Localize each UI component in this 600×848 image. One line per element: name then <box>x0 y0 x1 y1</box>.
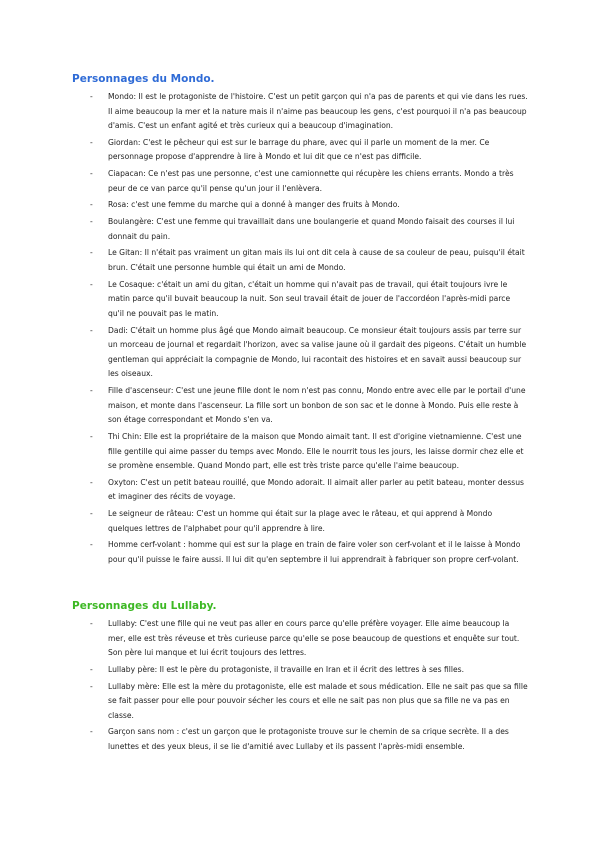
list-item <box>0 680 600 724</box>
bullet-dash-icon: - <box>90 477 93 487</box>
list-item <box>0 167 600 196</box>
bullet-dash-icon: - <box>90 92 93 101</box>
list-item <box>0 278 600 322</box>
character-list-mondo <box>0 90 600 570</box>
bullet-dash-icon: - <box>90 325 93 335</box>
bullet-dash-icon: - <box>90 279 93 289</box>
list-item-text: Boulangère: C'est une femme qui travaillait dans une boulangerie et quand Mondo faisait des courses il lui donnait du pain. <box>108 217 515 241</box>
list-item-text: Mondo: Il est le protagoniste de l'histoire. C'est un petit garçon qui n'a pas de parents et qui vie dans les rues. Il aime beaucoup la mer et la nature mais il n'aime pas beaucoup les gens, c'est pourquoi il n'a pas beaucoup d'amis. C'est un enfant agité et très curieux qui a beaucoup d'imagination. <box>108 92 528 131</box>
list-item <box>0 430 600 474</box>
list-item <box>0 246 600 275</box>
bullet-dash-icon: - <box>90 681 93 691</box>
list-item-text: Lullaby père: Il est le père du protagoniste, il travaille en Iran et il écrit des lettres à ses filles. <box>108 664 464 674</box>
list-item <box>0 384 600 428</box>
list-item-text: Giordan: C'est le pêcheur qui est sur le barrage du phare, avec qui il parle un moment de la mer. Ce personnage propose d'apprendre à lire à Mondo et lui dit que ce n'est pas difficile. <box>108 137 490 162</box>
list-item <box>0 538 600 567</box>
bullet-dash-icon: - <box>90 509 93 519</box>
list-item-text: Le Cosaque: c'était un ami du gitan, c'était un homme qui n'avait pas de travail, qui était toujours ivre le matin parce qu'il buvait beaucoup la nuit. Son seul travail était de jouer de l'accordéon l'après-midi parce qu'il ne pouvait pas le matin. <box>108 279 511 318</box>
list-item <box>0 215 600 244</box>
list-item-text: Lullaby: C'est une fille qui ne veut pas aller en cours parce qu'elle préfère voyager. Elle aime beaucoup la mer, elle est très réveuse et très curieuse parce qu'elle se pose beaucoup de questions et enquête sur tout. Son père lui manque et lui écrit toujours des lettres. <box>108 619 520 658</box>
list-item-text: Oxyton: C'est un petit bateau rouillé, que Mondo adorait. Il aimait aller parler au petit bateau, monter dessus et imaginer des récits de voyage. <box>108 477 525 502</box>
list-item-text: Lullaby mère: Elle est la mère du protagoniste, elle est malade et sous médication. Elle ne sait pas que sa fille se fait passer pour elle pour pouvoir sécher les cours et elle ne sait pas non plus que sa fille ne va pas en classe. <box>108 681 528 720</box>
character-list-lullaby <box>0 617 600 757</box>
list-item <box>0 90 600 134</box>
bullet-dash-icon: - <box>90 431 93 441</box>
list-item <box>0 136 600 165</box>
bullet-dash-icon: - <box>90 137 93 147</box>
list-item <box>0 198 600 213</box>
list-item-text: Homme cerf-volant : homme qui est sur la plage en train de faire voler son cerf-volant et il le laisse à Mondo pour qu'il puisse le faire aussi. Il lui dit qu'en septembre il lui apprendrait à fabriquer son propre cerf-volant. <box>108 540 521 564</box>
bullet-dash-icon: - <box>90 727 93 737</box>
bullet-dash-icon: - <box>90 169 93 179</box>
list-item-text: Le Gitan: Il n'était pas vraiment un gitan mais ils lui ont dit cela à cause de sa couleur de peau, puisqu'il était brun. C'était une personne humble qui était un ami de Mondo. <box>108 248 525 272</box>
bullet-dash-icon: - <box>90 200 93 210</box>
list-item-text: Le seigneur de râteau: C'est un homme qui était sur la plage avec le râteau, et qui apprend à Mondo quelques lettres de l'alphabet pour qu'il apprendre à lire. <box>108 509 493 533</box>
bullet-dash-icon: - <box>90 664 93 674</box>
list-item-text: Garçon sans nom : c'est un garçon que le protagoniste trouve sur le chemin de sa crique secrète. Il a des lunettes et des yeux bleus, il se lie d'amitié avec Lullaby et ils passent l'après-midi ensemble. <box>108 727 509 752</box>
list-item-text: Dadi: C'était un homme plus âgé que Mondo aimait beaucoup. Ce monsieur était toujours assis par terre sur un morceau de journal et regardait l'horizon, avec sa valise jaune où il gardait des pigeons. C'était un humble gentleman qui appréciait la compagnie de Mondo, lui racontait des histoires et en savait aussi beaucoup sur les oiseaux. <box>108 325 527 379</box>
bullet-dash-icon: - <box>90 619 93 628</box>
bullet-dash-icon: - <box>90 540 93 550</box>
section-title-mondo: Personnages du Mondo. <box>72 73 215 85</box>
list-item-text: Rosa: c'est une femme du marche qui a donné à manger des fruits à Mondo. <box>108 200 400 210</box>
bullet-dash-icon: - <box>90 248 93 258</box>
list-item-text: Ciapacan: Ce n'est pas une personne, c'est une camionnette qui récupère les chiens errants. Mondo a très peur de ce van parce qu'il pense qu'un jour il l'enlèvera. <box>108 169 514 193</box>
list-item <box>0 507 600 536</box>
bullet-dash-icon: - <box>90 386 93 396</box>
list-item-text: Thi Chin: Elle est la propriétaire de la maison que Mondo aimait tant. Il est d'origine vietnamienne. C'est une fille gentille qui aime passer du temps avec Mondo. Elle le nourrit tous les jours, les laisse dormir chez elle et se promène ensemble. Quand Mondo part, elle est très triste parce qu'elle l'aime beaucoup. <box>108 431 524 471</box>
list-item <box>0 725 600 754</box>
bullet-dash-icon: - <box>90 217 93 227</box>
section-title-lullaby: Personnages du Lullaby. <box>72 600 217 612</box>
list-item <box>0 324 600 382</box>
list-item <box>0 663 600 678</box>
list-item <box>0 476 600 505</box>
list-item-text: Fille d'ascenseur: C'est une jeune fille dont le nom n'est pas connu, Mondo entre avec elle par le portail d'une maison, et monte dans l'ascenseur. La fille sort un bonbon de son sac et le donne à Mondo. Puis elle reste à son étage correspondant et Mondo s'en va. <box>108 386 526 425</box>
list-item <box>0 617 600 661</box>
